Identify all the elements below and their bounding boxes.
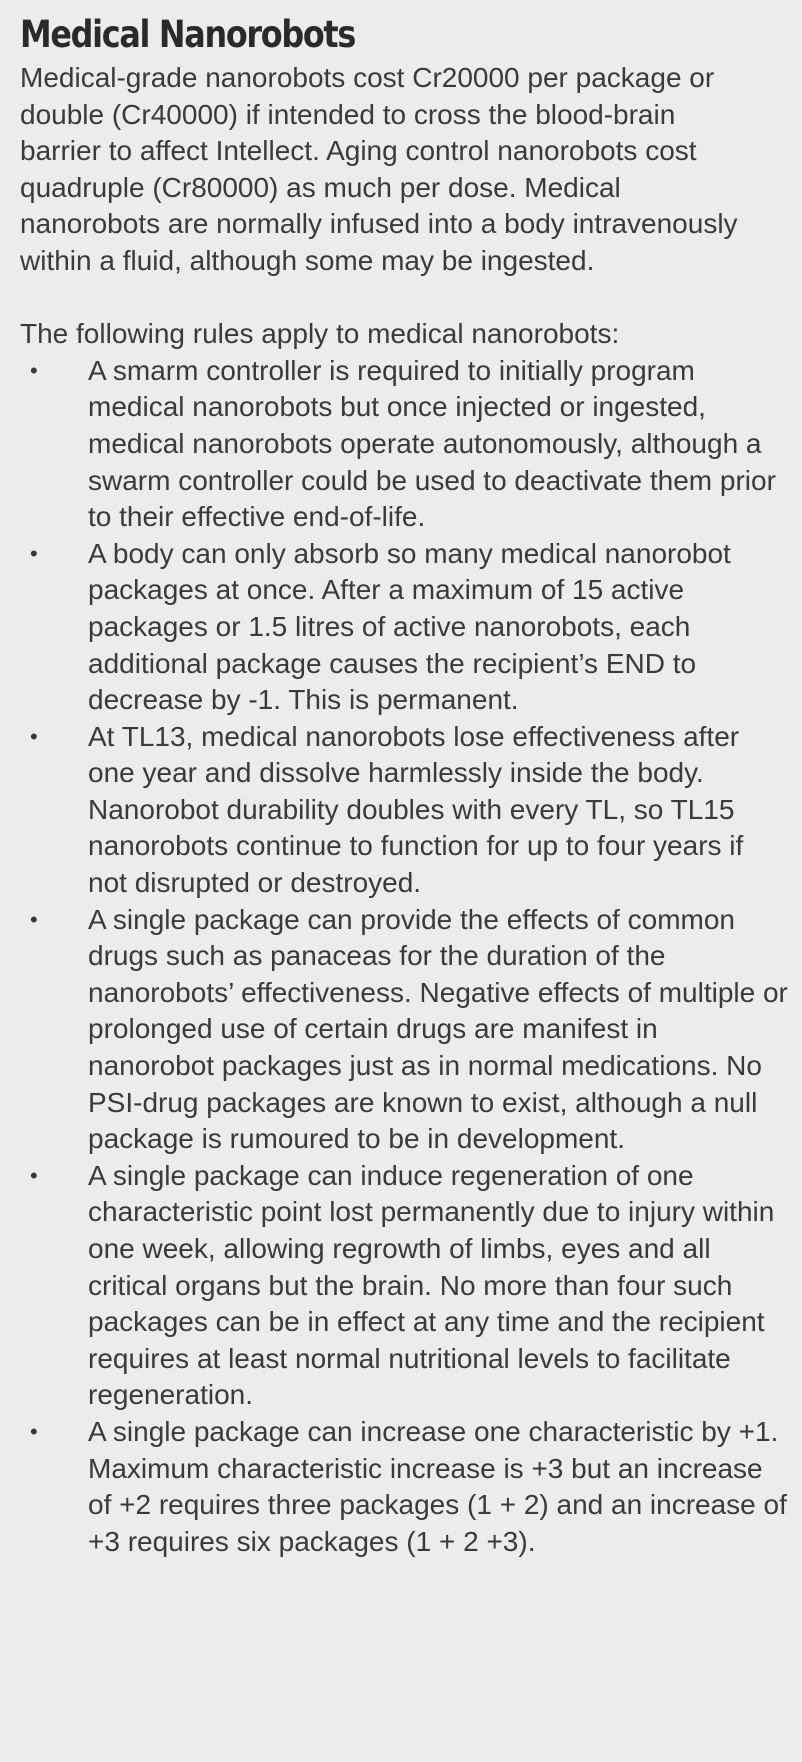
rule-item xyxy=(20,353,788,536)
page-title: Medical Nanorobots xyxy=(20,13,355,56)
rule-item xyxy=(20,1414,788,1560)
rule-text: A single package can provide the effects of common drugs such as panaceas for the duration of the nanorobots’ effectiveness. Negative effects of multiple or prolonged use of certain drugs are manifest in nanorobot packages just as in normal medications. No PSI-drug packages are known to exist, although a null package is rumoured to be in development. xyxy=(88,903,788,1155)
rule-item xyxy=(20,1158,788,1414)
rule-text: A single package can increase one characteristic by +1. Maximum characteristic increase is +3 but an increase of +2 requires three packages (1 + 2) and an increase of +3 requires six packages (1 + 2 +3). xyxy=(88,1415,787,1557)
rule-item xyxy=(20,536,788,719)
rule-item xyxy=(20,902,788,1158)
rule-text: A smarm controller is required to initially program medical nanorobots but once injected or ingested, medical nanorobots operate autonomously, although a swarm controller could be used to deactivate them prior to their effective end-of-life. xyxy=(88,354,776,533)
rule-text: A single package can induce regeneration of one characteristic point lost permanently due to injury within one week, allowing regrowth of limbs, eyes and all critical organs but the brain. No more than four such packages can be in effect at any time and the recipient requires at least normal nutritional levels to facilitate regeneration. xyxy=(88,1159,775,1411)
intro-paragraph: Medical-grade nanorobots cost Cr20000 per package or double (Cr40000) if intended to cross the blood-brain barrier to affect Intellect. Aging control nanorobots cost quadruple (Cr80000) as much per dose. Medical nanorobots are normally infused into a body intravenously within a fluid, although some may be ingested. xyxy=(20,62,738,276)
rule-item xyxy=(20,719,788,902)
bullet-icon: • xyxy=(30,723,38,749)
rules-list xyxy=(20,353,788,1561)
bullet-icon: • xyxy=(30,1162,38,1188)
rule-text: A body can only absorb so many medical nanorobot packages at once. After a maximum of 15 active packages or 1.5 litres of active nanorobots, each additional package causes the recipient’s END to decrease by -1. This is permanent. xyxy=(88,537,731,716)
bullet-icon: • xyxy=(30,540,38,566)
bullet-icon: • xyxy=(30,1418,38,1444)
bullet-icon: • xyxy=(30,357,38,383)
bullet-icon: • xyxy=(30,906,38,932)
rule-text: At TL13, medical nanorobots lose effectiveness after one year and dissolve harmlessly inside the body. Nanorobot durability doubles with every TL, so TL15 nanorobots continue to function for up to four years if not disrupted or destroyed. xyxy=(88,720,744,899)
rules-lead-text: The following rules apply to medical nanorobots: xyxy=(20,318,620,350)
paragraph-spacer xyxy=(20,280,782,317)
